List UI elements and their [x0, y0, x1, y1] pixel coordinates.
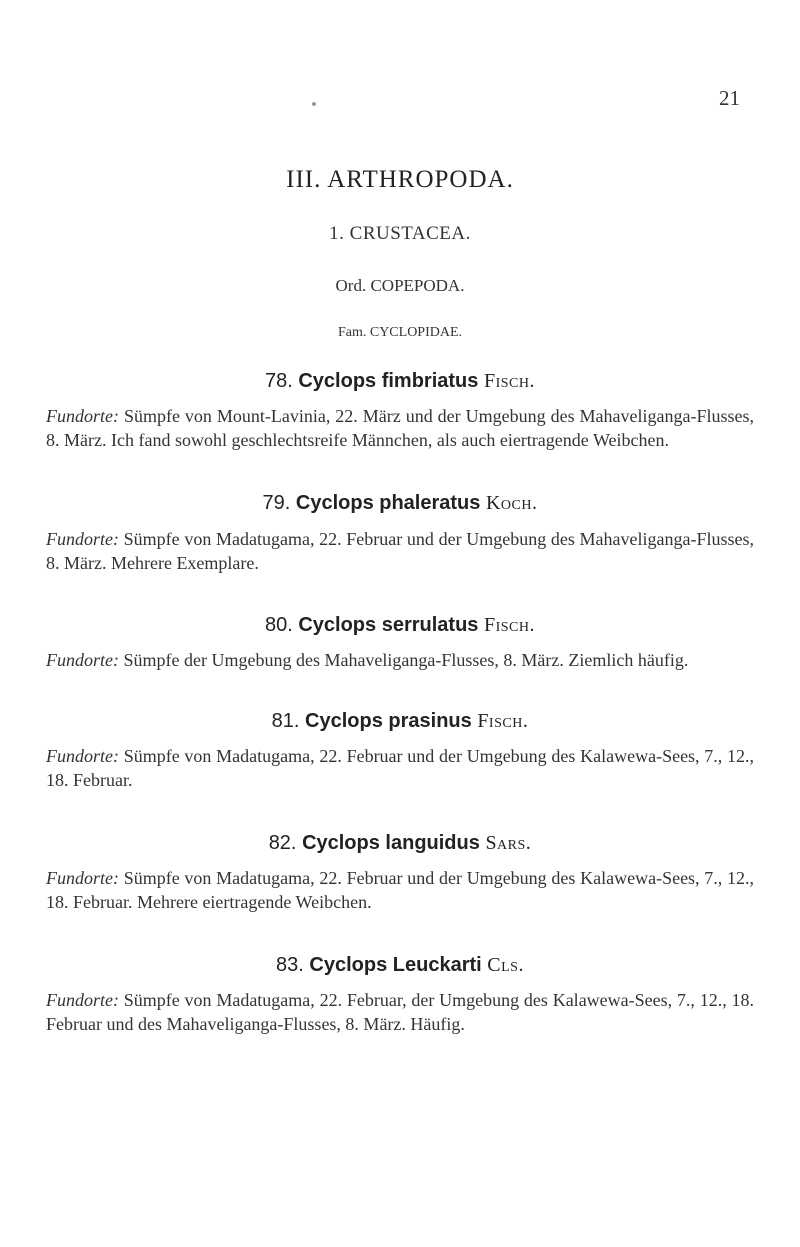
page-number: 21 [719, 86, 740, 110]
species-heading [0, 954, 800, 977]
species-name: Cyclops serrulatus [298, 614, 479, 636]
class-heading: 1. CRUSTACEA. [329, 223, 471, 244]
species-locality-text [46, 648, 754, 672]
species-author: Koch. [485, 492, 538, 514]
species-heading [0, 710, 800, 733]
species-name: Cyclops languidus [302, 832, 480, 854]
species-locality-text [46, 527, 754, 575]
species-locality-text [46, 988, 754, 1036]
species-locality-text [46, 404, 754, 452]
family-heading: Fam. CYCLOPIDAE. [337, 325, 463, 340]
species-name: Cyclops prasinus [305, 710, 472, 732]
locality-label: Fundorte: [46, 868, 119, 888]
locality-description: Sümpfe von Madatugama, 22. Februar und der Umgebung des Kalawewa-Sees, 7., 12., 18. Februar. Mehrere eiertragende Weibchen. [46, 868, 755, 912]
species-number: 79. [262, 492, 291, 514]
speck-mark [312, 102, 316, 106]
species-number: 83. [276, 954, 304, 976]
species-number: 81. [271, 710, 300, 732]
species-name: Cyclops phaleratus [295, 492, 481, 514]
species-heading [0, 614, 800, 637]
locality-label: Fundorte: [46, 650, 119, 670]
species-locality-text [46, 744, 754, 792]
species-author: Sars. [485, 832, 532, 854]
locality-description: Sümpfe von Mount-Lavinia, 22. März und der Umgebung des Mahaveliganga-Flusses, 8. März. Ich fand sowohl geschlechtsreife Männchen, als auch eiertragende Weibchen. [46, 406, 754, 450]
species-author: Fisch. [477, 710, 529, 732]
species-heading [0, 492, 800, 515]
species-author: Fisch. [483, 370, 535, 392]
species-number: 78. [264, 370, 293, 392]
locality-description: Sümpfe von Madatugama, 22. Februar und der Umgebung des Mahaveliganga-Flusses, 8. März. Mehrere Exemplare. [46, 529, 754, 573]
locality-label: Fundorte: [46, 406, 119, 426]
locality-label: Fundorte: [46, 990, 119, 1010]
species-author: Fisch. [483, 614, 536, 636]
locality-label: Fundorte: [46, 529, 119, 549]
species-locality-text [46, 866, 754, 914]
section-title: III. ARTHROPODA. [286, 166, 514, 193]
species-name: Cyclops Leuckarti [309, 954, 482, 976]
locality-label: Fundorte: [46, 746, 119, 766]
species-name: Cyclops fimbriatus [298, 370, 479, 392]
species-number: 80. [264, 614, 293, 636]
locality-description: Sümpfe von Madatugama, 22. Februar und der Umgebung des Kalawewa-Sees, 7., 12., 18. Februar. [46, 746, 755, 790]
locality-description: Sümpfe der Umgebung des Mahaveliganga-Flusses, 8. März. Ziemlich häufig. [123, 650, 689, 670]
order-heading: Ord. COPEPODA. [335, 276, 465, 295]
species-author: Cls. [487, 954, 524, 976]
species-heading [0, 832, 800, 855]
species-number: 82. [268, 832, 297, 854]
locality-description: Sümpfe von Madatugama, 22. Februar, der Umgebung des Kalawewa-Sees, 7., 12., 18. Februar und des Mahaveliganga-Flusses, 8. März. Häufig. [46, 990, 754, 1034]
species-heading [0, 370, 800, 393]
